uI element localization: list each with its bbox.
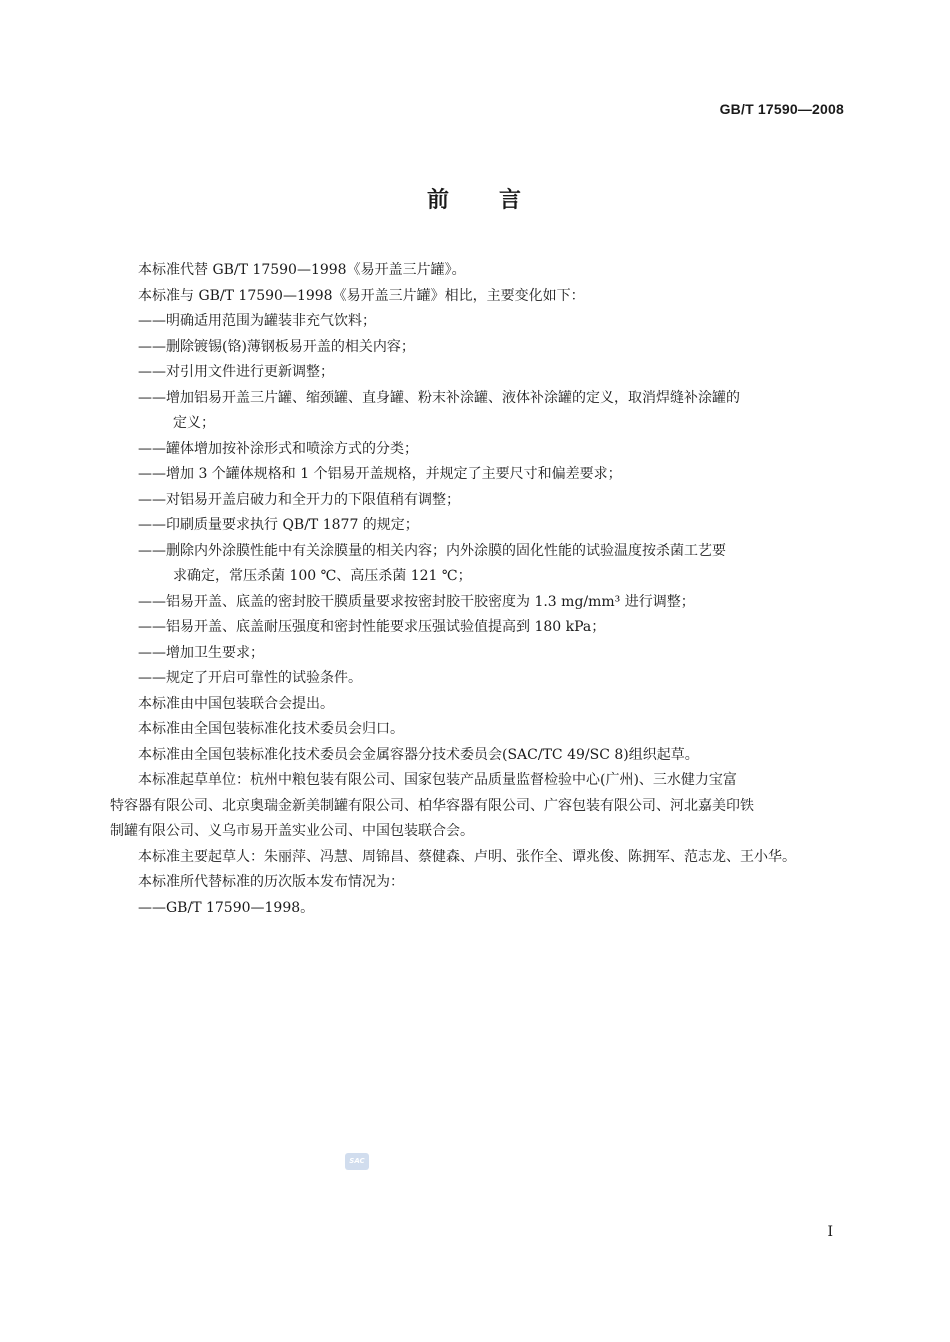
change-item: ——增加卫生要求； (138, 644, 264, 661)
standard-code: GB/T 17590—2008 (719, 101, 844, 117)
change-item: ——印刷质量要求执行 QB/T 1877 的规定； (138, 517, 419, 533)
change-item: ——规定了开启可靠性的试验条件。 (138, 670, 362, 686)
sac-watermark-logo: SAC (345, 1153, 369, 1170)
paragraph-under-jurisdiction: 本标准由全国包装标准化技术委员会归口。 (138, 721, 404, 737)
change-item: ——删除镀锡(铬)薄钢板易开盖的相关内容； (138, 338, 415, 355)
change-item: ——罐体增加按补涂形式和喷涂方式的分类； (138, 440, 418, 457)
paragraph-organized-by: 本标准由全国包装标准化技术委员会金属容器分技术委员会(SAC/TC 49/SC 8)组织起草。 (138, 746, 699, 763)
change-item: ——铝易开盖、底盖的密封胶干膜质量要求按密封胶干胶密度为 1.3 mg/mm³ 进行调整； (138, 593, 695, 610)
paragraph-replaces: 本标准代替 GB/T 17590—1998《易开盖三片罐》。 (138, 262, 466, 278)
change-item: ——删除内外涂膜性能中有关涂膜量的相关内容；内外涂膜的固化性能的试验温度按杀菌工艺要 (138, 542, 726, 559)
page-title (0, 183, 950, 214)
change-item: ——明确适用范围为罐装非充气饮料； (138, 313, 376, 329)
history-item: ——GB/T 17590—1998。 (138, 899, 315, 916)
paragraph-drafting-units-cont: 特容器有限公司、北京奥瑞金新美制罐有限公司、柏华容器有限公司、广容包装有限公司、河北嘉美印铁 (110, 797, 754, 814)
change-item: ——增加铝易开盖三片罐、缩颈罐、直身罐、粉末补涂罐、液体补涂罐的定义，取消焊缝补涂罐的 (138, 389, 740, 406)
title-char-2: 言 (499, 188, 524, 213)
change-item: ——对铝易开盖启破力和全开力的下限值稍有调整； (138, 491, 460, 508)
change-item: ——铝易开盖、底盖耐压强度和密封性能要求压强试验值提高到 180 kPa； (138, 619, 606, 635)
change-item: ——对引用文件进行更新调整； (138, 364, 334, 380)
paragraph-drafting-units-cont: 制罐有限公司、义乌市易开盖实业公司、中国包装联合会。 (110, 823, 474, 839)
paragraph-history-intro: 本标准所代替标准的历次版本发布情况为： (138, 874, 404, 890)
paragraph-changes-intro: 本标准与 GB/T 17590—1998《易开盖三片罐》相比，主要变化如下： (138, 287, 585, 304)
foreword-body (110, 258, 843, 921)
paragraph-drafting-units: 本标准起草单位：杭州中粮包装有限公司、国家包装产品质量监督检验中心(广州)、三水健力宝富 (138, 772, 737, 788)
page-number: I (827, 1224, 833, 1240)
title-char-1: 前 (426, 188, 451, 213)
paragraph-proposed-by: 本标准由中国包装联合会提出。 (138, 695, 334, 712)
paragraph-drafters: 本标准主要起草人：朱丽萍、冯慧、周锦昌、蔡健森、卢明、张作全、谭兆俊、陈拥军、范志龙、王小华。 (138, 848, 796, 865)
change-item: ——增加 3 个罐体规格和 1 个铝易开盖规格，并规定了主要尺寸和偏差要求； (138, 466, 622, 482)
change-item-continuation: 定义； (173, 415, 215, 431)
change-item-continuation: 求确定，常压杀菌 100 ℃、高压杀菌 121 ℃； (173, 568, 472, 584)
